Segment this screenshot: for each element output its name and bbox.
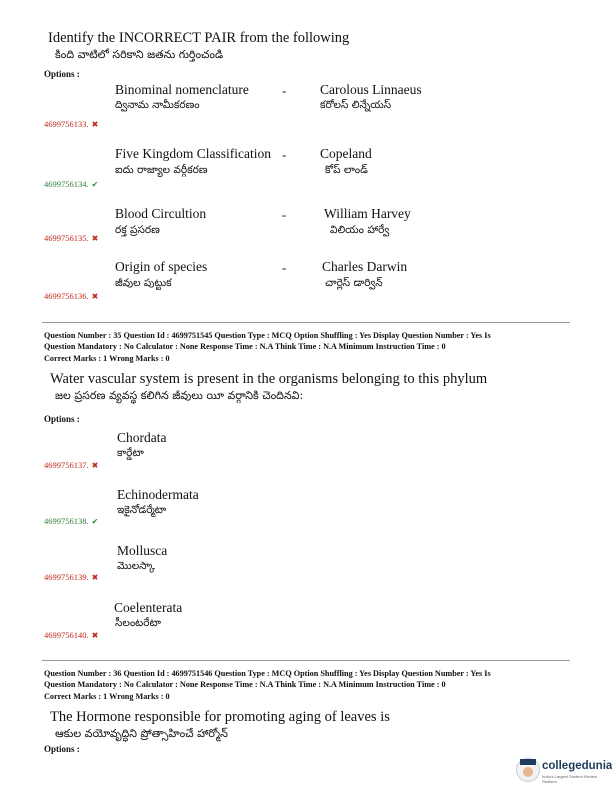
option-id: 4699756140. ✖	[44, 630, 99, 640]
option-right-te: కరోలస్ లిన్నేయస్	[320, 99, 392, 111]
cross-icon: ✖	[91, 234, 99, 243]
option-right-te: విలియం హార్వే	[330, 224, 390, 236]
option-right-te: కోప్ లాండ్	[325, 164, 368, 176]
option-right-en: Charles Darwin	[322, 259, 408, 274]
cross-icon: ✖	[91, 120, 99, 129]
question-meta-line: Question Mandatory : No Calculator : None Response Time : N.A Think Time : N.A Minimum Instruction Time : 0	[44, 342, 446, 351]
cross-icon: ✖	[91, 631, 99, 640]
option-right-en: William Harvey	[324, 206, 411, 221]
checkmark-icon: ✔	[91, 180, 99, 189]
avatar-icon	[516, 758, 540, 782]
option-text-en: Chordata	[117, 430, 167, 445]
options-label: Options :	[44, 744, 80, 754]
pair-dash: -	[282, 147, 287, 162]
question-text-te: కింది వాటిలో సరికాని జతను గుర్తించండి	[55, 48, 224, 61]
marks-line: Correct Marks : 1 Wrong Marks : 0	[44, 692, 170, 701]
option-id: 4699756136. ✖	[44, 291, 99, 301]
cross-icon: ✖	[91, 461, 99, 470]
question-text-en: Identify the INCORRECT PAIR from the following	[48, 30, 350, 46]
option-text-te: సీలంటరేటా	[115, 617, 161, 629]
option-text-te: మొలస్కా	[117, 560, 156, 572]
option-left-en: Binominal nomenclature	[115, 82, 249, 97]
pair-dash: -	[282, 207, 287, 222]
option-text-en: Echinodermata	[117, 487, 199, 502]
option-left-te: జీవుల పుట్టుక	[115, 277, 172, 289]
question-text-en: The Hormone responsible for promoting aging of leaves is	[50, 709, 390, 725]
logo-name: collegedunia	[542, 760, 612, 772]
checkmark-icon: ✔	[91, 517, 99, 526]
option-right-te: చార్లెస్ డార్విన్	[325, 277, 383, 289]
option-id: 4699756133. ✖	[44, 119, 99, 129]
question-text-en: Water vascular system is present in the organisms belonging to this phylum	[50, 371, 488, 387]
option-left-te: ఐదు రాజ్యాల వర్గీకరణ	[115, 164, 208, 176]
cross-icon: ✖	[91, 292, 99, 301]
option-id: 4699756135. ✖	[44, 233, 99, 243]
option-text-te: కార్డేటా	[117, 447, 144, 459]
option-right-en: Carolous Linnaeus	[320, 82, 422, 97]
option-left-te: ద్వినామ నామీకరణం	[115, 99, 200, 111]
option-left-en: Five Kingdom Classification	[115, 146, 271, 161]
logo-tagline: India's Largest Student Review Platform	[542, 774, 598, 784]
option-id: 4699756138. ✔	[44, 516, 99, 526]
question-meta-line: Question Mandatory : No Calculator : None Response Time : N.A Think Time : N.A Minimum Instruction Time : 0	[44, 680, 446, 689]
question-meta-line: Question Number : 36 Question Id : 4699751546 Question Type : MCQ Option Shuffling : Yes Display Question Number : Yes Is	[44, 669, 491, 678]
options-label: Options :	[44, 414, 80, 424]
option-id: 4699756137. ✖	[44, 460, 99, 470]
option-text-en: Coelenterata	[114, 600, 183, 615]
option-text-en: Mollusca	[117, 543, 168, 558]
option-id: 4699756134. ✔	[44, 179, 99, 189]
pair-dash: -	[282, 83, 287, 98]
option-text-te: ఇకైనోడర్మేటా	[117, 504, 167, 516]
question-text-te: జల ప్రసరణ వ్యవస్థ కలిగిన జీవులు యీ వర్గానికి చెందినవి:	[55, 389, 304, 402]
marks-line: Correct Marks : 1 Wrong Marks : 0	[44, 354, 170, 363]
option-id: 4699756139. ✖	[44, 572, 99, 582]
cross-icon: ✖	[91, 573, 99, 582]
option-left-en: Blood Circultion	[115, 206, 207, 221]
section-divider	[42, 322, 570, 323]
option-left-en: Origin of species	[115, 259, 208, 274]
question-meta-line: Question Number : 35 Question Id : 4699751545 Question Type : MCQ Option Shuffling : Yes Display Question Number : Yes Is	[44, 331, 491, 340]
question-text-te: ఆకుల వయోవృద్ధిని ప్రోత్సాహించే హార్మోన్	[55, 727, 228, 740]
section-divider	[42, 660, 570, 661]
options-label: Options :	[44, 69, 80, 79]
option-left-te: రక్త ప్రసరణ	[115, 224, 160, 236]
collegedunia-logo	[516, 756, 612, 788]
pair-dash: -	[282, 260, 287, 275]
option-right-en: Copeland	[320, 146, 372, 161]
